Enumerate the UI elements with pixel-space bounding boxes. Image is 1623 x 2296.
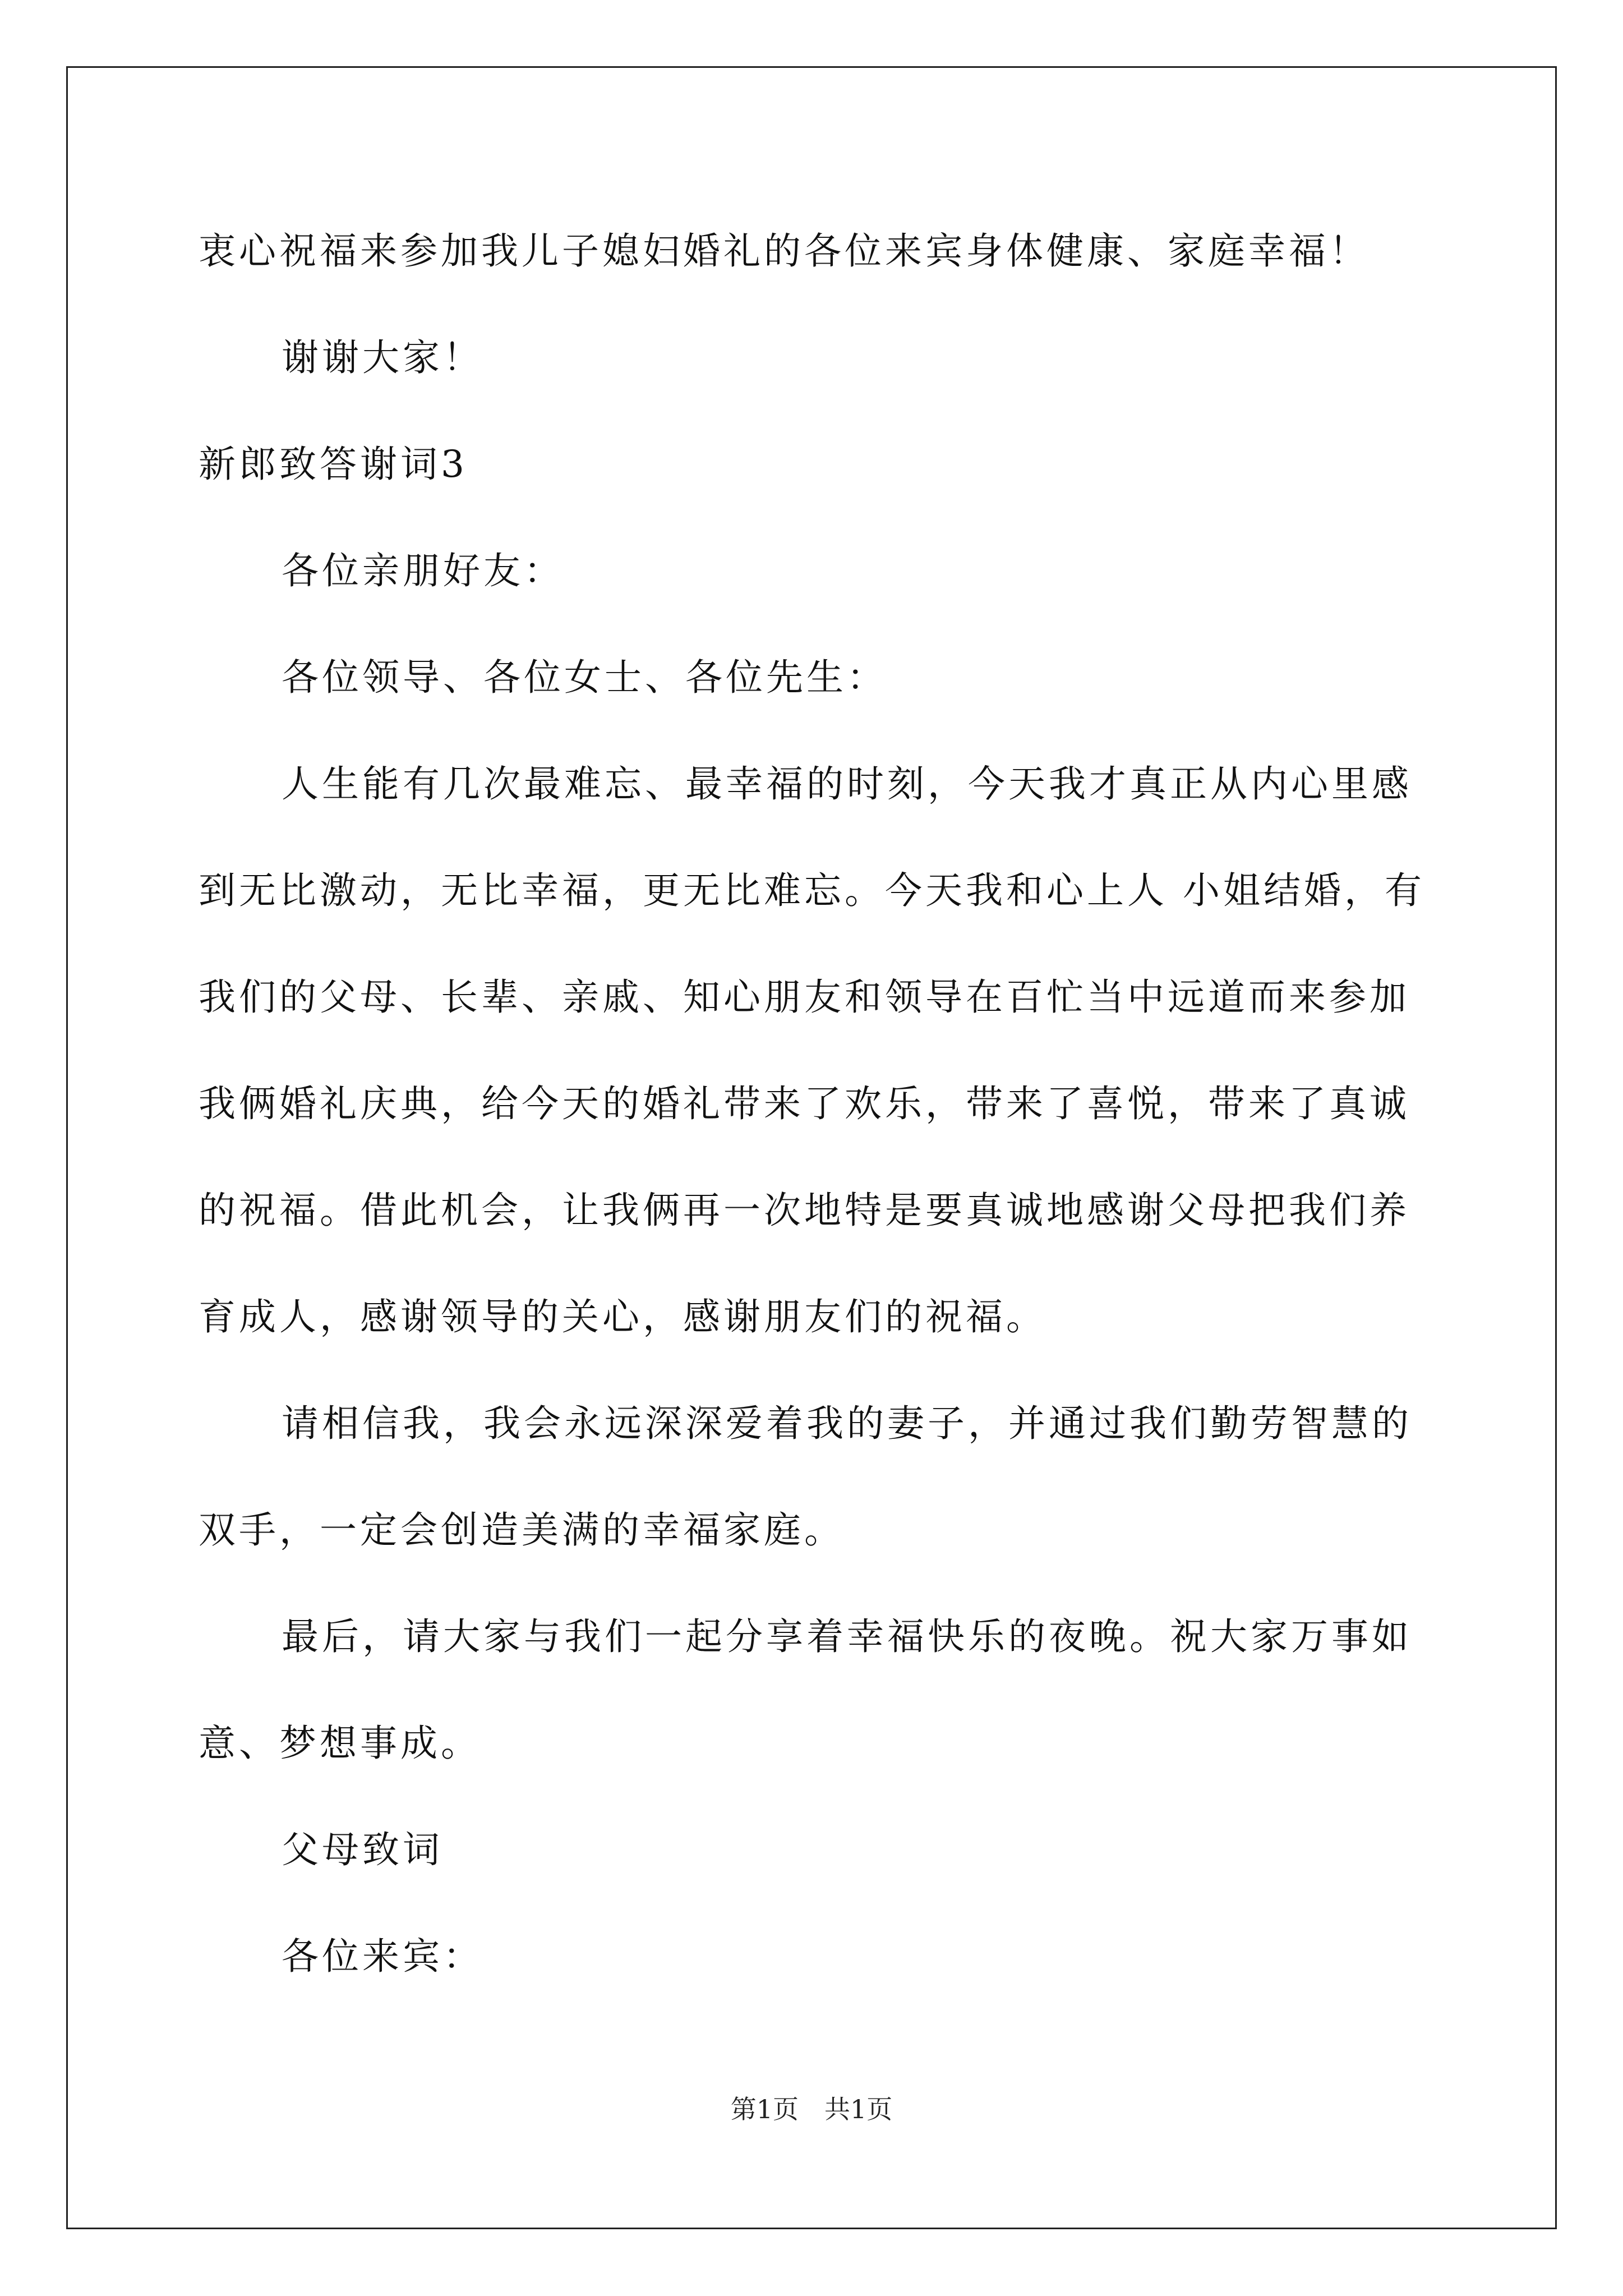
- section-heading: 父母致词: [282, 1828, 443, 1871]
- text-line: 到无比激动，无比幸福，更无比难忘。今天我和心上人 小姐结婚，有: [199, 869, 1425, 912]
- text-line: 双手，一定会创造美满的幸福家庭。: [199, 1508, 845, 1552]
- text-line: 各位来宾：: [282, 1935, 483, 1978]
- page-border: [66, 66, 1557, 2229]
- text-line: 人生能有几次最难忘、最幸福的时刻，今天我才真正从内心里感: [282, 762, 1412, 806]
- text-line: 育成人，感谢领导的关心，感谢朋友们的祝福。: [199, 1295, 1046, 1338]
- text-line: 各位亲朋好友：: [282, 549, 564, 592]
- page-footer: 第1页 共1页: [730, 2094, 893, 2124]
- text-line: 各位领导、各位女士、各位先生：: [282, 656, 887, 699]
- section-heading: 新郎致答谢词3: [199, 443, 468, 486]
- text-line: 意、梦想事成。: [199, 1722, 481, 1765]
- text-line: 我俩婚礼庆典，给今天的婚礼带来了欢乐，带来了喜悦，带来了真诚: [199, 1082, 1410, 1125]
- text-line: 衷心祝福来参加我儿子媳妇婚礼的各位来宾身体健康、家庭幸福！: [199, 229, 1370, 273]
- text-line: 我们的父母、长辈、亲戚、知心朋友和领导在百忙当中远道而来参加: [199, 976, 1410, 1019]
- text-line: 最后，请大家与我们一起分享着幸福快乐的夜晚。祝大家万事如: [282, 1615, 1412, 1658]
- text-line: 的祝福。借此机会，让我俩再一次地特是要真诚地感谢父母把我们养: [199, 1189, 1410, 1232]
- text-line: 请相信我，我会永远深深爱着我的妻子，并通过我们勤劳智慧的: [282, 1402, 1412, 1445]
- text-line: 谢谢大家！: [282, 336, 483, 379]
